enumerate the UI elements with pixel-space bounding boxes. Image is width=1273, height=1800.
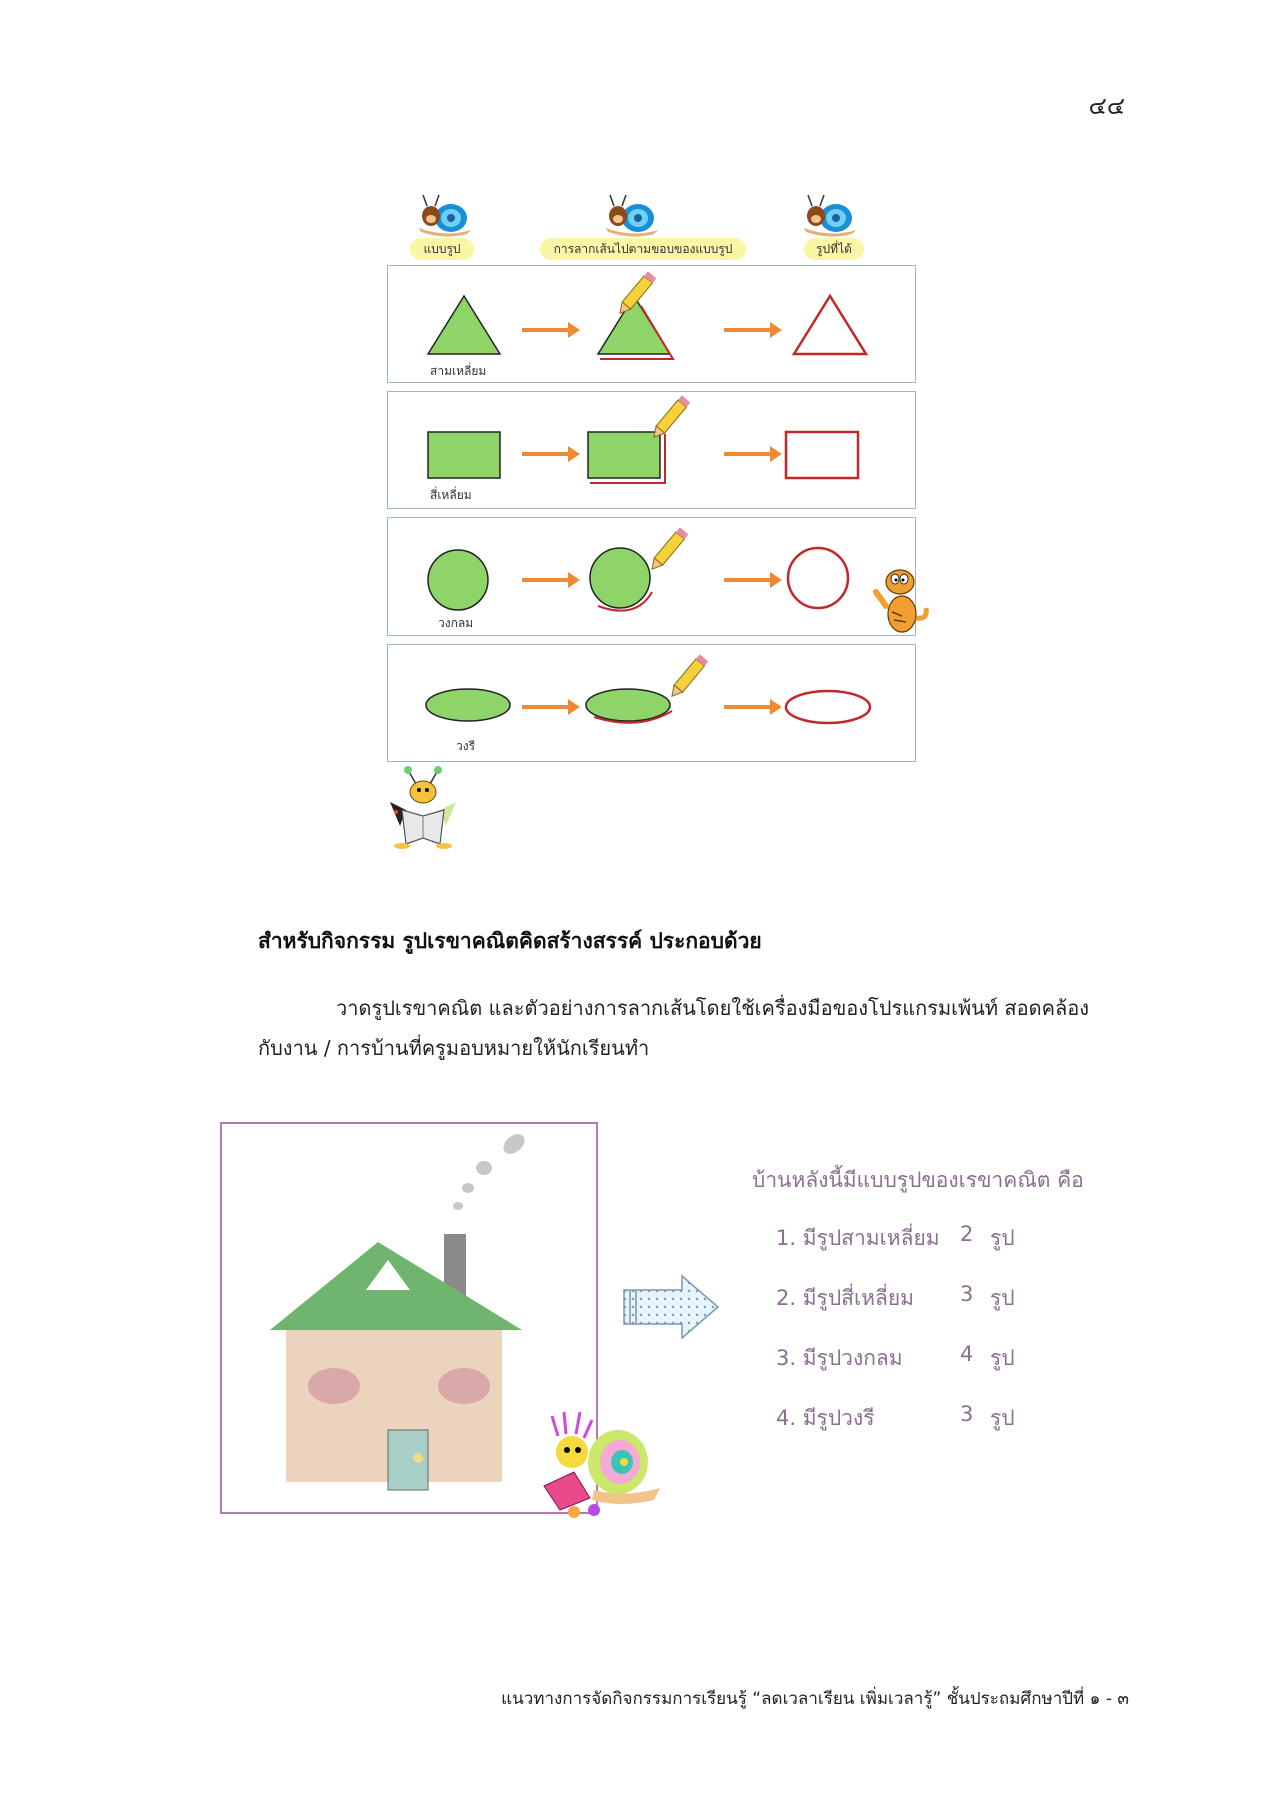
diagram-row-ellipse — [387, 644, 916, 762]
arrow-icon — [522, 572, 580, 588]
arrow-icon — [724, 446, 782, 462]
traced-circle — [590, 548, 650, 608]
answer-item-count: 3 — [960, 1282, 974, 1306]
arrow-icon — [724, 572, 782, 588]
reading-bug-mascot-icon — [380, 766, 466, 850]
answer-item-name: 4. มีรูปวงรี — [776, 1406, 875, 1430]
section-heading: สำหรับกิจกรรม รูปเรขาคณิตคิดสร้างสรรค์ ประกอบด้วย — [258, 929, 762, 953]
shape-label: วงกลม — [438, 616, 474, 630]
diagram-row-circle — [387, 517, 916, 636]
snail-mascot-icon — [602, 192, 664, 240]
result-ellipse — [786, 691, 870, 723]
snail-mascot-icon — [415, 192, 477, 240]
answer-item-unit: รูป — [990, 1406, 1015, 1430]
arrow-icon — [522, 322, 580, 338]
colorful-snail-mascot-icon — [534, 1406, 666, 1524]
shape-label: สี่เหลี่ยม — [430, 488, 472, 502]
paragraph-line-2: กับงาน / การบ้านที่ครูมอบหมายให้นักเรียนทำ — [258, 1036, 650, 1060]
answer-item-unit: รูป — [990, 1286, 1015, 1310]
cat-mascot-icon — [872, 562, 932, 636]
dotted-arrow-icon — [622, 1272, 722, 1342]
window-ellipse — [308, 1368, 360, 1404]
answer-item-count: 4 — [960, 1342, 974, 1366]
arrow-icon — [724, 322, 782, 338]
arrow-icon — [724, 699, 782, 715]
pencil-icon — [650, 395, 691, 440]
result-triangle — [794, 296, 866, 354]
arrow-icon — [522, 446, 580, 462]
model-ellipse — [426, 689, 510, 721]
page-number: ๔๔ — [1088, 92, 1125, 120]
pencil-icon — [648, 527, 689, 572]
model-circle — [428, 550, 488, 610]
pencil-icon — [668, 654, 709, 699]
arrow-icon — [522, 699, 580, 715]
answer-item-unit: รูป — [990, 1346, 1015, 1370]
window-ellipse — [438, 1368, 490, 1404]
answer-title: บ้านหลังนี้มีแบบรูปของเรขาคณิต คือ — [752, 1168, 1084, 1192]
snail-mascot-icon — [800, 192, 862, 240]
paragraph-line-1: วาดรูปเรขาคณิต และตัวอย่างการลากเส้นโดยใช้เครื่องมือของโปรแกรมเพ้นท์ สอดคล้อง — [336, 996, 1089, 1020]
result-rectangle — [786, 432, 858, 478]
answer-item-name: 3. มีรูปวงกลม — [776, 1346, 903, 1370]
column-header-result: รูปที่ได้ — [804, 238, 864, 260]
page-footer: แนวทางการจัดกิจกรรมการเรียนรู้ “ลดเวลาเรียน เพิ่มเวลารู้” ชั้นประถมศึกษาปีที่ ๑ - ๓ — [501, 1689, 1129, 1709]
result-circle — [788, 548, 848, 608]
door-knob — [413, 1453, 423, 1463]
shape-label: สามเหลี่ยม — [430, 364, 487, 378]
traced-ellipse — [586, 689, 670, 721]
answer-item-name: 2. มีรูปสี่เหลี่ยม — [776, 1286, 915, 1310]
column-header-trace: การลากเส้นไปตามขอบของแบบรูป — [540, 238, 746, 260]
answer-item-unit: รูป — [990, 1226, 1015, 1250]
answer-item-name: 1. มีรูปสามเหลี่ยม — [776, 1226, 940, 1250]
answer-item-count: 2 — [960, 1222, 974, 1246]
answer-item-count: 3 — [960, 1402, 974, 1426]
column-header-model: แบบรูป — [410, 238, 474, 260]
traced-rectangle — [588, 432, 660, 478]
shape-label: วงรี — [456, 739, 476, 753]
model-rectangle — [428, 432, 500, 478]
diagram-row-triangle — [387, 265, 916, 383]
diagram-row-rectangle — [387, 391, 916, 509]
model-triangle — [428, 296, 500, 354]
